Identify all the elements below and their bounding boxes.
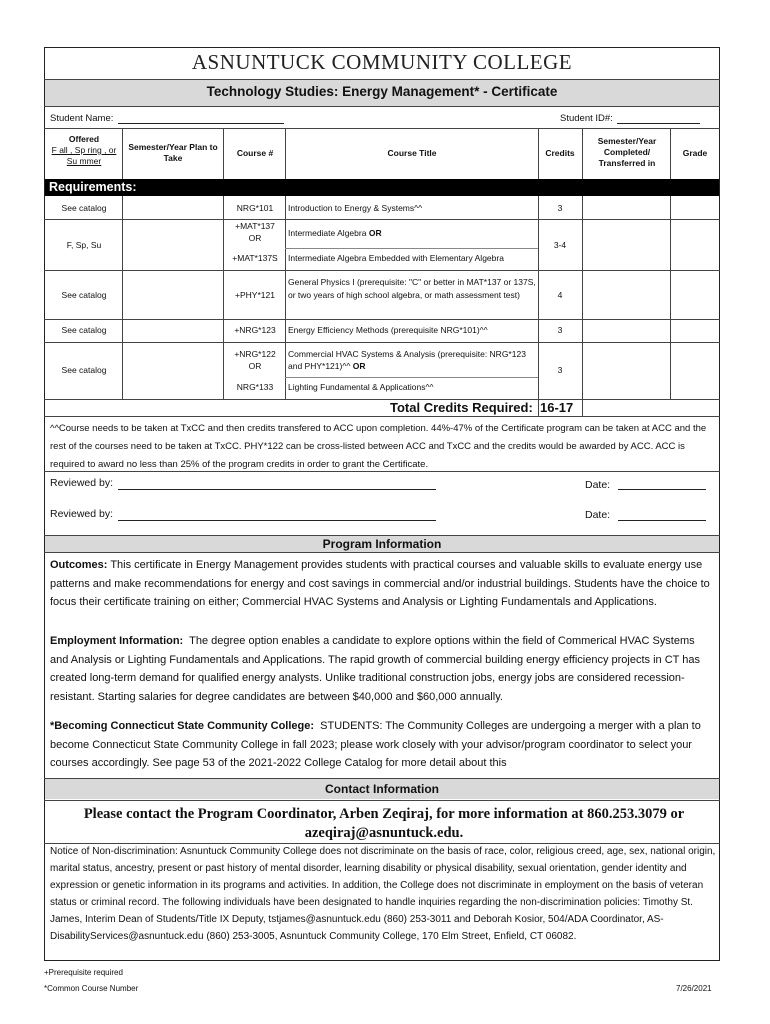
- reviewed-by-field-2[interactable]: [118, 520, 436, 521]
- row1-course: NRG*101: [236, 203, 274, 213]
- student-id-field[interactable]: [617, 123, 700, 124]
- row1-offered: See catalog: [61, 203, 107, 213]
- row5-title-a: Commercial HVAC Systems & Analysis (prerequisite: NRG*123 and PHY*121)^^ OR: [288, 349, 526, 371]
- student-name-label: Student Name:: [50, 113, 114, 124]
- row5-course-b: NRG*133: [236, 382, 274, 392]
- row2-title-b: Intermediate Algebra Embedded with Elementary Algebra: [288, 253, 504, 263]
- date-field-1[interactable]: [618, 489, 706, 490]
- row2-course: +MAT*137 OR: [235, 221, 275, 243]
- row5-offered: See catalog: [61, 365, 107, 375]
- footer-prereq: +Prerequisite required: [44, 968, 123, 977]
- row1-title: Introduction to Energy & Systems^^: [288, 203, 423, 213]
- row1-credits: 3: [557, 203, 563, 213]
- col-offered: Offered F all , Sp ring , or Su mmer: [51, 134, 117, 166]
- date-field-2[interactable]: [618, 520, 706, 521]
- reviewed-by-field-1[interactable]: [118, 489, 436, 490]
- program-info-heading: Program Information: [322, 537, 442, 551]
- total-credits: Total Credits Required: 16-17: [390, 400, 574, 415]
- row4-offered: See catalog: [61, 325, 107, 335]
- col-plan: Semester/Year Plan to Take: [128, 142, 218, 163]
- transfer-note: ^^Course needs to be taken at TxCC and then credits transfered to ACC upon completion. 44%-47% of the Certificate program can be taken at ACC and the rest of the courses need to be taken at TxCC. PHY*122 can be cross-listed between ACC and TxCC and the credits would be awarded by ACC. ACC is required to award no less than 25% of the program credits in order to grant the Certificate.: [50, 423, 707, 470]
- requirements-label: Requirements:: [49, 180, 137, 194]
- row2-course-b: +MAT*137S: [232, 253, 278, 263]
- contact-text: Please contact the Program Coordinator, Arben Zeqiraj, for more information at 860.253.3079 or azeqiraj@asnuntuck.edu.: [83, 806, 685, 841]
- row4-course: +NRG*123: [234, 325, 276, 335]
- student-id-label: Student ID#:: [560, 113, 613, 124]
- col-course-title: Course Title: [387, 148, 437, 158]
- reviewed-by-label-2: Reviewed by:: [50, 508, 114, 520]
- row5-credits: 3: [557, 365, 563, 375]
- row2-offered: F, Sp, Su: [66, 240, 102, 250]
- student-name-field[interactable]: [118, 123, 284, 124]
- date-label-1: Date:: [585, 479, 611, 491]
- program-title: Technology Studies: Energy Management* - Certificate: [206, 84, 558, 99]
- becoming-paragraph: *Becoming Connecticut State Community College: STUDENTS: The Community Colleges are undergoing a merger with a plan to become Connecticut State Community College in fall 2023; please work closely with your advisor/program coordinator to select your courses accordingly. See page 53 of the 2021-2022 College Catalog for more detail about this: [50, 720, 701, 769]
- row4-credits: 3: [557, 325, 563, 335]
- row5-title-b: Lighting Fundamental & Applications^^: [288, 382, 434, 392]
- row5-course: +NRG*122 OR: [234, 349, 276, 371]
- row3-course: +PHY*121: [235, 290, 275, 300]
- contact-heading: Contact Information: [325, 782, 439, 796]
- requirements-band: [45, 179, 719, 196]
- row3-credits: 4: [557, 290, 563, 300]
- date-label-2: Date:: [585, 509, 611, 521]
- col-grade: Grade: [682, 148, 708, 158]
- outcomes-paragraph: Outcomes: This certificate in Energy Management provides students with practical courses and valuable skills to evaluate energy use patterns and make recommendations for energy and cost savings in commercial and/or industrial buildings. Students have the choice to focus their certificate training on either; Commercial HVAC Systems and Analysis or Lighting Fundamentals and Applications.: [50, 559, 710, 608]
- col-credits: Credits: [545, 148, 575, 158]
- footer-common: *Common Course Number: [44, 984, 139, 993]
- footer-date: 7/26/2021: [676, 984, 712, 993]
- row2-credits: 3-4: [553, 240, 567, 250]
- row3-title: General Physics I (prerequisite: "C" or better in MAT*137 or 137S, or two years of high school algebra, or math assessment test): [288, 277, 536, 300]
- col-completed: Semester/Year Completed/ Transferred in: [597, 136, 657, 168]
- reviewed-by-label-1: Reviewed by:: [50, 477, 114, 489]
- nondiscrimination-notice: Notice of Non-discrimination: Asnuntuck Community College does not discriminate on the basis of race, color, religious creed, age, sex, national origin, marital status, ancestry, present or past history of mental disorder, learning disability or physical disability, sexual orientation, gender identity and expression or genetic information in its programs and activities. In addition, the College does not discriminate in employment on the basis of veteran status or criminal record. The following individuals have been designated to handle inquiries regarding the non-discrimination policies: Timothy St. James, Interim Dean of Students/Title IX Deputy, tstjames@asnuntuck.edu (860) 253-3011 and Deborah Kosior, 504/ADA Coordinator, AS-DisabilityServices@asnuntuck.edu (860) 253-3005, Asnuntuck Community College, 170 Elm Street, Enfield, CT 06082.: [50, 846, 716, 942]
- col-course-num: Course #: [236, 148, 274, 158]
- row4-title: Energy Efficiency Methods (prerequisite NRG*101)^^: [288, 325, 488, 335]
- row3-offered: See catalog: [61, 290, 107, 300]
- row2-title-a: Intermediate Algebra OR: [288, 228, 382, 238]
- college-name: ASNUNTUCK COMMUNITY COLLEGE: [191, 50, 573, 74]
- employment-paragraph: Employment Information: The degree option enables a candidate to explore options within the field of Commerical HVAC Systems and Analysis or Lighting Fundamentals and Applications. The rapid growth of commercial building energy efficiency projects in CT has created long-term demand for qualified energy analysts. Unlike traditional construction jobs, energy jobs are considered recession-resistant. Starting salaries for degree candidates are between $40,000 and $60,000 annually.: [50, 635, 700, 703]
